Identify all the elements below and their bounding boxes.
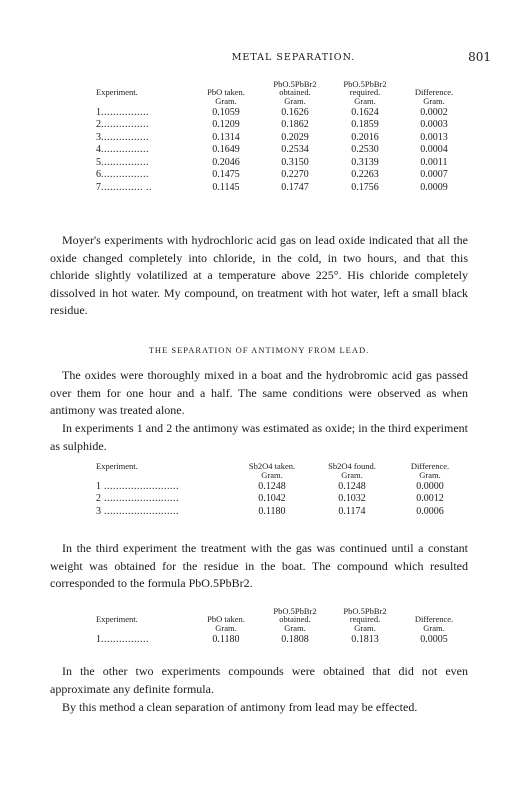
value-cell: 0.1059	[212, 106, 240, 118]
unit-cell: Gram.	[423, 623, 445, 633]
table-row	[96, 144, 468, 157]
value-cell: 0.1747	[281, 181, 309, 193]
value-cell: 0.1248	[338, 480, 366, 492]
table-row	[96, 169, 468, 182]
unit-cell: Gram.	[354, 96, 376, 106]
value-cell: 0.0011	[420, 156, 448, 168]
paragraph-estimation: In experiments 1 and 2 the antimony was estimated as oxide; in the third experiment as sulphide.	[50, 421, 468, 453]
unit-cell	[96, 470, 232, 480]
value-cell: 0.1180	[258, 505, 286, 517]
unit-cell: Gram.	[341, 470, 363, 480]
leader-dots: ................	[101, 169, 149, 181]
experiment-number: 7	[96, 181, 101, 193]
value-cell: 0.2046	[212, 156, 240, 168]
value-cell: 0.1756	[351, 181, 379, 193]
col-header-pbo-taken: PbO taken.	[207, 87, 245, 97]
value-cell: 0.1475	[212, 169, 240, 181]
value-cell: 0.2534	[281, 144, 309, 156]
paragraph-oxides: The oxides were thoroughly mixed in a boat and the hydrobromic acid gas passed over them for one hour and a half. The same conditions were observed as when antimony was treated alone.	[50, 368, 468, 417]
col-header-obtained: PbO.5PbBr2 obtained.	[273, 79, 317, 97]
col-header-difference: Difference.	[414, 614, 454, 624]
table-row	[96, 106, 468, 119]
value-cell: 0.0012	[416, 493, 444, 505]
col-header-experiment: Experiment.	[96, 461, 138, 471]
table-third-experiment	[96, 607, 468, 646]
value-cell: 0.0005	[420, 633, 448, 645]
value-cell: 0.0002	[420, 106, 448, 118]
unit-cell	[96, 623, 192, 633]
value-cell: 0.2029	[281, 131, 309, 143]
value-cell: 0.2270	[281, 169, 309, 181]
col-header-pbo-taken: PbO taken.	[207, 614, 245, 624]
leader-dots: .............. ..	[101, 181, 152, 193]
experiment-number: 3	[96, 131, 101, 143]
experiment-number: 6	[96, 169, 101, 181]
experiment-number: 1	[96, 633, 101, 645]
value-cell: 0.1248	[258, 480, 286, 492]
col-header-difference: Difference.	[410, 461, 450, 471]
page-number: 801	[468, 50, 491, 64]
value-cell: 0.0006	[416, 505, 444, 517]
unit-cell: Gram.	[284, 623, 306, 633]
value-cell: 0.1180	[212, 633, 240, 645]
value-cell: 0.1032	[338, 493, 366, 505]
leader-dots: ................	[101, 131, 149, 143]
col-header-obtained: PbO.5PbBr2 obtained.	[273, 606, 317, 624]
leader-dots: ................	[101, 119, 149, 131]
leader-dots: ................	[101, 106, 149, 118]
value-cell: 0.1862	[281, 119, 309, 131]
unit-cell: Gram.	[215, 623, 237, 633]
paragraph-other-experiments: In the other two experiments compounds were obtained that did not even approximate any definite formula.	[50, 664, 468, 696]
value-cell: 0.0013	[420, 131, 448, 143]
col-header-required: PbO.5PbBr2 required.	[343, 606, 387, 624]
col-header-required: PbO.5PbBr2 required.	[343, 79, 387, 97]
leader-dots: .........................	[101, 505, 179, 517]
value-cell: 0.1626	[281, 106, 309, 118]
experiment-number: 3	[96, 505, 101, 517]
value-cell: 0.1649	[212, 144, 240, 156]
table-row	[96, 505, 468, 518]
col-header-experiment: Experiment.	[96, 614, 138, 624]
table-antimony-results	[96, 462, 468, 518]
unit-cell: Gram.	[284, 96, 306, 106]
col-header-experiment: Experiment.	[96, 87, 138, 97]
value-cell: 0.1314	[212, 131, 240, 143]
section-heading: THE SEPARATION OF ANTIMONY FROM LEAD.	[148, 345, 370, 355]
value-cell: 0.1808	[281, 633, 309, 645]
experiment-number: 2	[96, 493, 101, 505]
experiment-number: 2	[96, 119, 101, 131]
table-row	[96, 181, 468, 194]
value-cell: 0.1042	[258, 493, 286, 505]
experiment-number: 5	[96, 156, 101, 168]
table-row	[96, 633, 468, 646]
value-cell: 0.1859	[351, 119, 379, 131]
col-header-sb-taken: Sb2O4 taken.	[248, 461, 296, 471]
experiment-number: 1	[96, 480, 101, 492]
value-cell: 0.2263	[351, 169, 379, 181]
unit-cell: Gram.	[215, 96, 237, 106]
unit-cell	[96, 96, 192, 106]
leader-dots: ................	[101, 144, 149, 156]
unit-cell: Gram.	[354, 623, 376, 633]
experiment-number: 4	[96, 144, 101, 156]
paragraph-conclusion: By this method a clean separation of antimony from lead may be effected.	[62, 700, 418, 714]
experiment-number: 1	[96, 106, 101, 118]
unit-cell: Gram.	[419, 470, 441, 480]
table-row	[96, 156, 468, 169]
value-cell: 0.3139	[351, 156, 379, 168]
paragraph-moyer: Moyer's experiments with hydrochloric acid gas on lead oxide indicated that all the oxide changed completely into chloride, in the cold, in two hours, and that this chloride slightly volatilized at a temperature above 225°. His chloride completely dissolved in hot water. My compound, on treatment with hot water, left a small black residue.	[50, 233, 468, 317]
leader-dots: ................	[101, 633, 149, 645]
leader-dots: ................	[101, 156, 149, 168]
value-cell: 0.2530	[351, 144, 379, 156]
value-cell: 0.0000	[416, 480, 444, 492]
table-row	[96, 493, 468, 506]
value-cell: 0.0004	[420, 144, 448, 156]
value-cell: 0.1624	[351, 106, 379, 118]
col-header-sb-found: Sb2O4 found.	[328, 461, 376, 471]
leader-dots: .........................	[101, 480, 179, 492]
table-row	[96, 119, 468, 132]
paragraph-third-experiment: In the third experiment the treatment with the gas was continued until a constant weight was obtained for the residue in the boat. The compound which resulted corresponded to the formula PbO.5PbBr2.	[50, 541, 468, 590]
col-header-difference: Difference.	[414, 87, 454, 97]
value-cell: 0.1813	[351, 633, 379, 645]
value-cell: 0.2016	[351, 131, 379, 143]
value-cell: 0.1145	[212, 181, 240, 193]
value-cell: 0.1209	[212, 119, 240, 131]
unit-cell: Gram.	[261, 470, 283, 480]
table-row	[96, 480, 468, 493]
value-cell: 0.0003	[420, 119, 448, 131]
table-lead-bromide-results	[96, 80, 468, 194]
value-cell: 0.3150	[281, 156, 309, 168]
value-cell: 0.1174	[338, 505, 366, 517]
table-row	[96, 131, 468, 144]
running-title: METAL SEPARATION.	[231, 52, 356, 63]
value-cell: 0.0007	[420, 169, 448, 181]
unit-cell: Gram.	[423, 96, 445, 106]
value-cell: 0.0009	[420, 181, 448, 193]
leader-dots: .........................	[101, 493, 179, 505]
